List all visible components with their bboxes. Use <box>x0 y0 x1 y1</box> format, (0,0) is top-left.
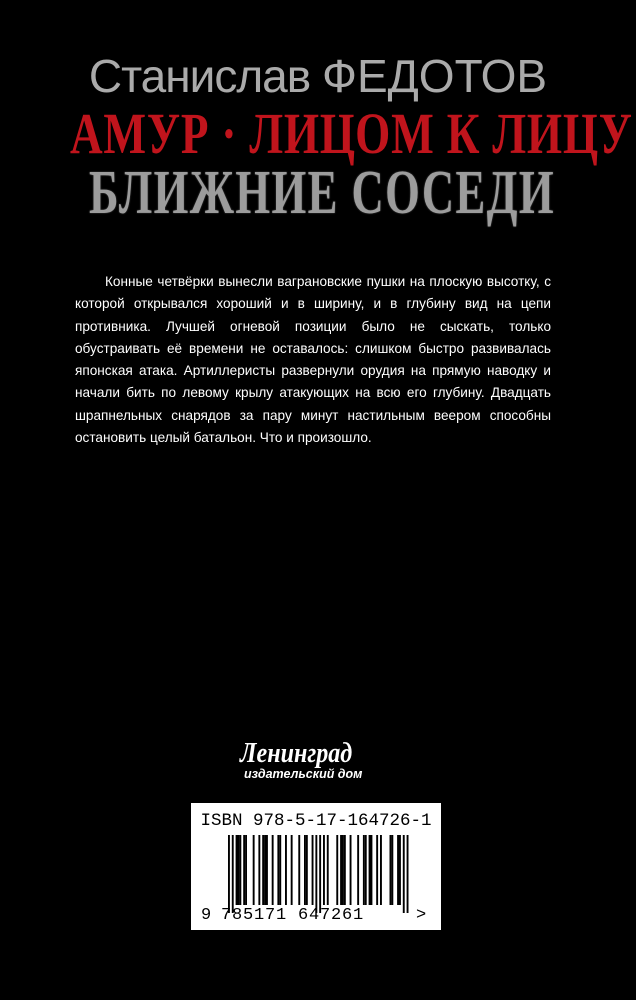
barcode-bar <box>399 835 401 905</box>
barcode-bar <box>403 835 405 913</box>
isbn-barcode <box>191 803 441 930</box>
barcode-bar <box>243 835 245 905</box>
barcode-bar <box>306 835 308 905</box>
barcode-bar <box>291 835 293 905</box>
barcode-bar <box>336 835 338 905</box>
barcode-bar <box>236 835 238 905</box>
barcode-bar <box>342 835 344 905</box>
barcode-bar <box>228 835 230 913</box>
barcode-bar <box>350 835 352 905</box>
barcode-bar <box>253 835 255 905</box>
author-last-name: ФЕДОТОВ <box>322 50 548 102</box>
ean-arrow: > <box>416 906 427 925</box>
barcode-bar <box>245 835 247 905</box>
publisher-name: Ленинград <box>240 738 353 769</box>
barcode-bar <box>277 835 279 905</box>
isbn-label: ISBN 978-5-17-164726-1 <box>200 811 432 831</box>
barcode-bar <box>376 835 378 905</box>
barcode-bar <box>380 835 382 905</box>
barcode-bar <box>390 835 392 905</box>
barcode-bar <box>397 835 399 905</box>
barcode-bar <box>319 835 321 913</box>
author-name <box>0 50 636 102</box>
barcode-bar <box>262 835 264 905</box>
barcode-bar <box>285 835 287 905</box>
barcode-bar <box>238 835 240 905</box>
barcode-bar <box>407 835 409 913</box>
barcode-bar <box>264 835 266 905</box>
barcode-bar <box>340 835 342 905</box>
barcode-bar <box>344 835 346 905</box>
ean-lead-digit: 9 <box>201 906 212 925</box>
barcode-bar <box>304 835 306 905</box>
series-title: АМУР · ЛИЦОМ К ЛИЦУ <box>69 101 633 166</box>
barcode-bar <box>232 835 234 913</box>
barcode-bar <box>298 835 300 905</box>
barcode-bar <box>315 835 317 913</box>
barcode-bar <box>272 835 274 905</box>
barcode-bar <box>371 835 373 905</box>
barcode-bar <box>312 835 314 905</box>
author-first-name: Станислав <box>88 50 311 102</box>
barcode-bar <box>357 835 359 905</box>
barcode-bar <box>266 835 268 905</box>
ean-digits: 785171 647261 <box>221 906 365 925</box>
barcode-bar <box>391 835 393 905</box>
barcode-bar <box>363 835 365 905</box>
barcode-bar <box>258 835 260 905</box>
barcode-bar <box>279 835 281 905</box>
barcode-bar <box>369 835 371 905</box>
barcode-bar <box>323 835 325 905</box>
barcode-bar <box>327 835 329 905</box>
publisher-subtitle: издательский дом <box>244 767 363 781</box>
barcode-bar <box>365 835 367 905</box>
blurb-text: Конные четвёрки вынесли ваграновские пушки на плоскую высотку, с которой открывался хороший и в ширину, и в глубину вид на цепи противника. Лучшей огневой позиции было не сыскать, только обустраивать её времени не оставалось: слишком быстро развивалась японская атака. Артиллеристы развернули орудия на прямую наводку и начали бить по левому крылу атакующих на всю его глубину. Двадцать шрапнельных снарядов за пару минут настильным веером способны остановить целый батальон. Что и произошло. <box>75 274 551 446</box>
publisher-logo <box>234 738 394 788</box>
book-title: БЛИЖНИЕ СОСЕДИ <box>89 159 556 227</box>
barcode-bar <box>239 835 241 905</box>
